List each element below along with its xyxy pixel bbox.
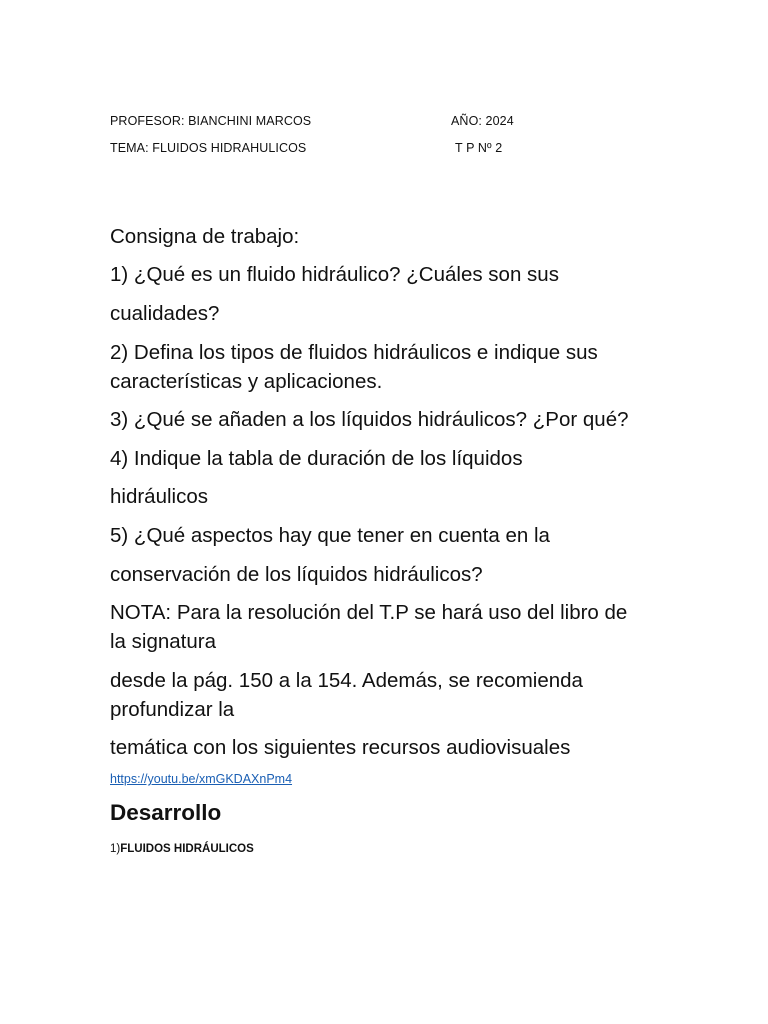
question-5-line-1: 5) ¿Qué aspectos hay que tener en cuenta en la bbox=[110, 524, 550, 547]
question-4-line-1: 4) Indique la tabla de duración de los líquidos bbox=[110, 447, 523, 470]
header-tp-number: T P Nº 2 bbox=[455, 141, 503, 155]
youtube-link[interactable]: https://youtu.be/xmGKDAXnPm4 bbox=[110, 772, 293, 786]
desarrollo-item-1 bbox=[110, 843, 254, 855]
header-tema: TEMA: FLUIDOS HIDRAHULICOS bbox=[110, 141, 307, 155]
nota-line-2: la signatura bbox=[110, 630, 216, 653]
nota-line-5: temática con los siguientes recursos audiovisuales bbox=[110, 736, 571, 759]
question-2-line-1: 2) Defina los tipos de fluidos hidráulicos e indique sus bbox=[110, 341, 598, 364]
desarrollo-item-label: FLUIDOS HIDRÁULICOS bbox=[120, 843, 254, 855]
question-5-line-2: conservación de los líquidos hidráulicos? bbox=[110, 563, 483, 586]
question-2-line-2: características y aplicaciones. bbox=[110, 370, 383, 393]
question-3: 3) ¿Qué se añaden a los líquidos hidráulicos? ¿Por qué? bbox=[110, 408, 629, 431]
header-profesor: PROFESOR: BIANCHINI MARCOS bbox=[110, 114, 312, 128]
header-anio: AÑO: 2024 bbox=[451, 114, 514, 128]
nota-line-3: desde la pág. 150 a la 154. Además, se recomienda bbox=[110, 669, 583, 692]
consigna-heading: Consigna de trabajo: bbox=[110, 225, 300, 248]
nota-line-4: profundizar la bbox=[110, 698, 235, 721]
desarrollo-item-prefix: 1) bbox=[110, 843, 121, 855]
question-1-line-1: 1) ¿Qué es un fluido hidráulico? ¿Cuáles son sus bbox=[110, 263, 559, 286]
question-1-line-2: cualidades? bbox=[110, 302, 220, 325]
nota-line-1: NOTA: Para la resolución del T.P se hará uso del libro de bbox=[110, 601, 628, 624]
desarrollo-heading: Desarrollo bbox=[110, 800, 222, 825]
question-4-line-2: hidráulicos bbox=[110, 485, 208, 508]
